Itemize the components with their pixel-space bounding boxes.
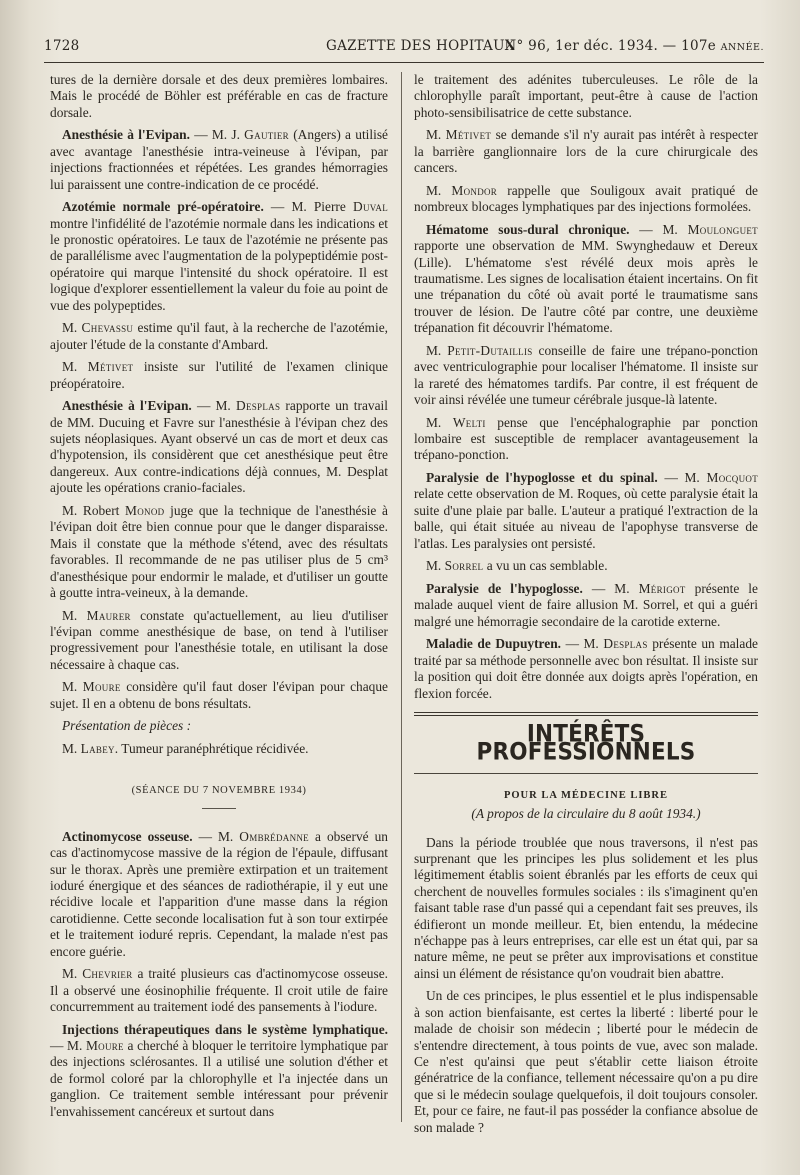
author-name: Gautier [244, 127, 289, 143]
paragraph: M. Métivet insiste sur l'utilité de l'examen clinique préopératoire. [50, 359, 388, 391]
paragraph-heading: Maladie de Dupuytren. [426, 636, 561, 652]
author-name: Moure [82, 679, 121, 695]
author-name: Labey [80, 740, 115, 756]
paragraph: Paralysie de l'hypoglosse et du spinal. — M. Mocquot relate cette observation de M. Roques, où cette paralysie était la suite d'une plaie par balle. L'auteur a pratiqué l'extraction de la balle, qui était située au niveau de l'apophyse transverse de l'atlas. Les paralysies ont persisté. [414, 470, 758, 551]
paragraph: Hématome sous-dural chronique. — M. Moulonguet rapporte une observation de MM. Swynghedauw et Dereux (Lille). L'hématome s'est révélé deux mois après le traumatisme. Les signes de localisation étaient incertains. On fit une trépanation du côté où avait porté le traumatisme sans trouver de lésion. De l'autre côté par contre, une deuxième trépanation fit découvrir l'hématome. [414, 221, 758, 336]
paragraph: tures de la dernière dorsale et des deux premières lombaires. Mais le procédé de Böhler est préférable en cas de fracture dorsale. [50, 72, 388, 120]
paragraph-heading: Anesthésie à l'Evipan. [62, 127, 190, 143]
issue-year-label: ANNÉE. [720, 42, 764, 53]
author-name: Moure [85, 1037, 124, 1053]
page-number: 1728 [44, 38, 80, 54]
paragraph-heading: Actinomycose osseuse. [62, 828, 193, 844]
author-name: Duval [352, 199, 388, 215]
author-name: Petit-Dutaillis [447, 342, 533, 358]
presentation-heading: Présentation de pièces : [62, 718, 192, 734]
paragraph: Azotémie normale pré-opératoire. — M. Pierre Duval montre l'infidélité de l'azotémie normale dans les indications et le pronostic opératoires. Le taux de l'azotémie ne présente pas de parallélisme avec l'augmentation de la polypeptidémie post-opératoire qui marque l'intensité du shock opératoire. Il est logique d'explorer essentiellement la valeur du foie au point de vue des polypeptides. [50, 199, 388, 313]
author-name: Moulonguet [687, 221, 758, 237]
paragraph-heading: Hématome sous-dural chronique. [426, 221, 630, 237]
paragraph-heading: Paralysie de l'hypoglosse et du spinal. [426, 470, 658, 486]
author-name: Métivet [445, 127, 492, 143]
section-double-rule [414, 712, 758, 716]
paragraph: le traitement des adénites tuberculeuses. Le rôle de la chlorophylle paraît important, peut-être à cause de l'action photo-sensibilisatrice de cette substance. [414, 72, 758, 120]
paragraph: Injections thérapeutiques dans le système lymphatique. — M. Moure a cherché à bloquer le territoire lymphatique par des injections sclérosantes. Il a utilisé une solution d'éther et de formol coloré par la chlorophylle et l'a injectée dans un ganglion. Ce traitement semble intéressant pour prévenir l'envahissement cancéreux et surtout dans [50, 1021, 388, 1119]
paragraph-heading: Azotémie normale pré-opératoire. [62, 199, 264, 215]
author-name: Mérigot [638, 580, 686, 596]
header-rule [44, 62, 764, 63]
left-column [50, 72, 388, 1126]
paragraph: M. Moure considère qu'il faut doser l'évipan pour chaque sujet. Il en a obtenu de bons résultats. [50, 679, 388, 711]
author-name: Métivet [87, 359, 134, 375]
paragraph: M. Maurer constate qu'actuellement, au lieu d'utiliser l'évipan comme anesthésique de base, on tend à l'utiliser progressivement pour l'anesthésie totale, en utilisant la dose nécessaire à chaque cas. [50, 607, 388, 672]
right-column [414, 72, 758, 1142]
paragraph: M. Welti pense que l'encéphalographie par ponction lombaire est susceptible de remplacer avantageusement la trépano-ponction. [414, 414, 758, 463]
paragraph: Maladie de Dupuytren. — M. Desplas présente un malade traité par sa méthode personnelle avec bon résultat. Il insiste sur la position qui doit être donnée aux doigts après l'opération, en flexion forcée. [414, 636, 758, 701]
author-name: Desplas [603, 636, 648, 652]
author-name: Mondor [451, 182, 498, 198]
session-heading: (SÉANCE DU 7 NOVEMBRE 1934) [131, 785, 307, 797]
paragraph: Un de ces principes, le plus essentiel et le plus indispensable à son action bienfaisante, est certes la liberté : liberté pour le malade de choisir son médecin ; liberté pour le médecin de s'entendre directement, à tous points de vue, avec son malade. Ce n'est qu'ainsi que peut s'établir cette liaison étroite génératrice de la confiance, tellement nécessaire qu'on a pu dire que si le médecin soulage quelquefois, il doit toujours consoler. Et, pour ce faire, ne faut-il pas posséder la confiance absolue de son malade ? [414, 988, 758, 1135]
paragraph: M. Mondor rappelle que Souligoux avait pratiqué de nombreux blocages lymphatiques par des injections formolées. [414, 182, 759, 215]
issue-info [504, 38, 764, 54]
author-name: Maurer [86, 607, 131, 623]
issue-date: N° 96, 1er déc. 1934. — 107e [504, 38, 717, 54]
paragraph: Dans la période troublée que nous traversons, il n'est pas surprenant que les principes les plus solidement et les plus légitimement établis soient ébranlés par les efforts de ceux qui cherchent de nouvelles formules sociales : ils s'imaginent qu'en faisant table rase d'un passé qui a cependant fait ses preuves, ils édifieront un monde meilleur. Et, bien entendu, la médecine n'échappe pas à leurs entreprises, car elle est un état qui, par sa nature même, ne peut se prêter aux improvisations et constitue ainsi un élément de résistance qu'on voudrait bien abattre. [414, 834, 758, 981]
section-rule [414, 773, 758, 774]
page-header [44, 38, 764, 60]
paragraph-heading: Paralysie de l'hypoglosse. [426, 580, 583, 596]
section-title: INTÉRÊTS PROFESSIONNELS [476, 720, 696, 767]
paragraph: M. Robert Monod juge que la technique de l'anesthésie à l'évipan doit être bien connue pour que le danger disparaisse. Mais il constate que la méthode s'étend, avec des résultats favorables. Il recommande de ne pas utiliser plus de 5 cm³ d'anesthésique pour endormir le malade, et d'utiliser un goutte à goutte intra-veineux, à la demande. [50, 502, 388, 600]
paragraph: M. Chevassu estime qu'il faut, à la recherche de l'azotémie, ajouter l'étude de la constante d'Ambard. [50, 320, 388, 352]
session-rule [202, 808, 236, 809]
paragraph: M. Métivet se demande s'il n'y aurait pas intérêt à respecter la barrière ganglionnaire lors de la cure chirurgicale des cancers. [414, 127, 758, 176]
paragraph: M. Petit-Dutaillis conseille de faire une trépano-ponction avec ventriculographie pour localiser l'hématome. Il insiste sur la rareté des hématomes tardifs. Par contre, il est fréquent de voir ainsi révélée une tumeur cérébrale jusque-là latente. [414, 342, 758, 408]
article-title: POUR LA MÉDECINE LIBRE [503, 789, 669, 801]
paragraph-heading: Anesthésie à l'Evipan. [62, 398, 192, 414]
column-divider [401, 72, 402, 1122]
author-name: Ombrédanne [239, 828, 309, 844]
author-name: Sorrel [444, 558, 484, 574]
paragraph: M. Labey. Tumeur paranéphrétique récidivée. [62, 740, 309, 756]
paragraph: Anesthésie à l'Evipan. — M. J. Gautier (Angers) a utilisé avec avantage l'anesthésie intra-veineuse à l'évipan, par injections fractionnées et répétées. Les grandes hémorragies lui paraissent une contre-indication de ce procédé. [50, 127, 388, 192]
author-name: Chevrier [82, 966, 133, 982]
paragraph-heading: Injections thérapeutiques dans le système lymphatique. [62, 1021, 388, 1037]
author-name: Welti [452, 414, 486, 430]
paragraph: M. Sorrel a vu un cas semblable. [426, 558, 608, 574]
author-name: Monod [125, 502, 165, 518]
paragraph: Actinomycose osseuse. — M. Ombrédanne a observé un cas d'actinomycose massive de la région de l'épaule, diffusant sur le thorax. Après une première extirpation et un traitement ioduré énergique et des séances de radiothérapie, il y eut une récidive locale et l'apparition d'une masse dans la région carotidienne. Cette seconde localisation fut à son tour extirpée et le traitement ioduré repris. Cependant, la malade n'est pas encore guérie. [50, 828, 388, 959]
author-name: Chevassu [81, 320, 134, 336]
author-name: Mocquot [706, 470, 758, 486]
paragraph: Paralysie de l'hypoglosse. — M. Mérigot présente le malade auquel vient de faire allusion M. Sorrel, et qui a guéri malgré une hémorragie secondaire de la carotide externe. [414, 580, 758, 629]
paragraph: M. Chevrier a traité plusieurs cas d'actinomycose osseuse. Il a observé une éosinophilie fréquente. Il croit utile de faire concurremment au traitement iodé des pansements à l'iodure. [50, 966, 388, 1014]
journal-title: GAZETTE DES HOPITAUX [326, 38, 515, 54]
paragraph: Anesthésie à l'Evipan. — M. Desplas rapporte un travail de MM. Ducuing et Favre sur l'anesthésie à l'évipan chez des sujets néoplasiques. Ayant observé un cas de mort et deux cas d'hypotension, ils considèrent que cet anesthésique peut être dangereux. Aux contre-indications déjà connues, M. Desplat ajoute les opérations cranio-faciales. [50, 398, 388, 496]
author-name: Desplas [235, 398, 281, 414]
article-subtitle: (A propos de la circulaire du 8 août 1934.) [471, 806, 701, 822]
